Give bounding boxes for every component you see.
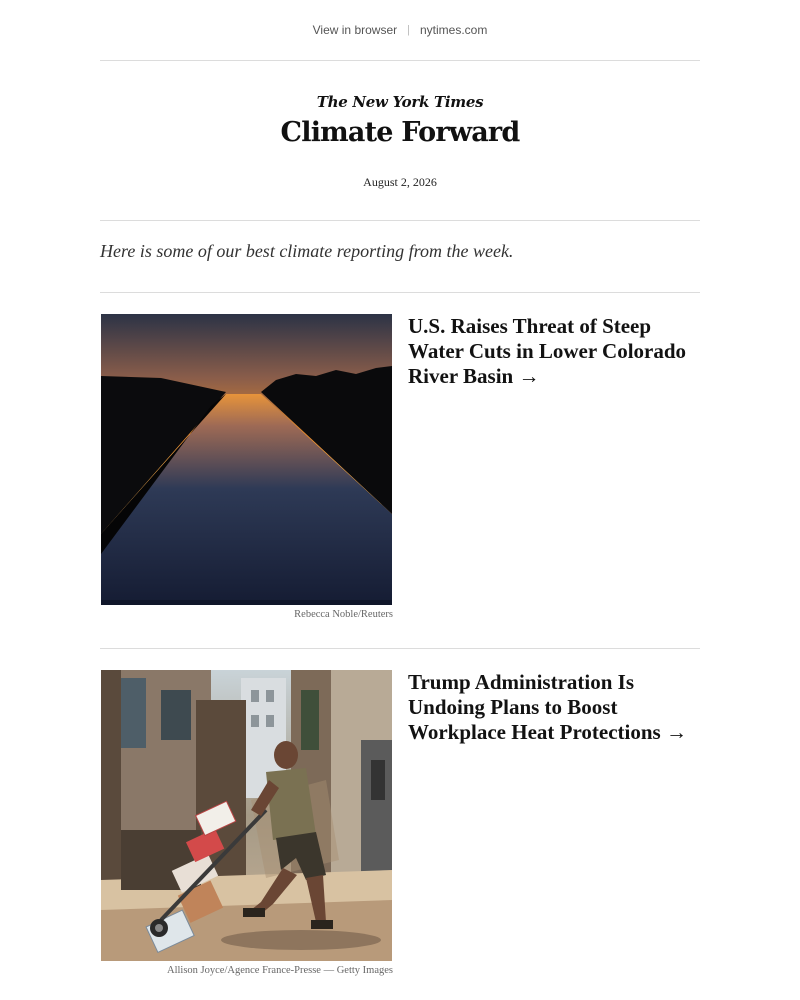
story-headline-link[interactable]: Trump Administration Is Undoing Plans to Boost Workplace Heat Protections → [408, 670, 687, 744]
newsletter-title: Climate Forward [280, 117, 520, 148]
top-links-bar [100, 0, 700, 61]
story-item [100, 649, 700, 976]
canal-sunset-photo[interactable] [101, 314, 392, 605]
nytimes-link[interactable]: nytimes.com [419, 23, 488, 37]
delivery-worker-photo[interactable] [101, 670, 392, 961]
issue-date: August 2, 2026 [363, 175, 437, 189]
story-media [101, 670, 393, 976]
view-in-browser-link[interactable]: View in browser [312, 23, 398, 37]
photo-credit: Rebecca Noble/Reuters [294, 609, 393, 620]
story-text [393, 670, 700, 976]
story-item [100, 293, 700, 649]
story-text [393, 314, 700, 620]
email-container [100, 0, 700, 976]
intro-text: Here is some of our best climate reporting from the week. [100, 221, 700, 293]
story-headline-link[interactable]: U.S. Raises Threat of Steep Water Cuts in Lower Colorado River Basin → [408, 314, 687, 388]
nyt-logo[interactable]: The New York Times [316, 93, 484, 111]
masthead [100, 61, 700, 221]
story-media [101, 314, 393, 620]
link-separator: | [407, 24, 410, 36]
photo-credit: Allison Joyce/Agence France-Presse — Getty Images [167, 965, 393, 976]
